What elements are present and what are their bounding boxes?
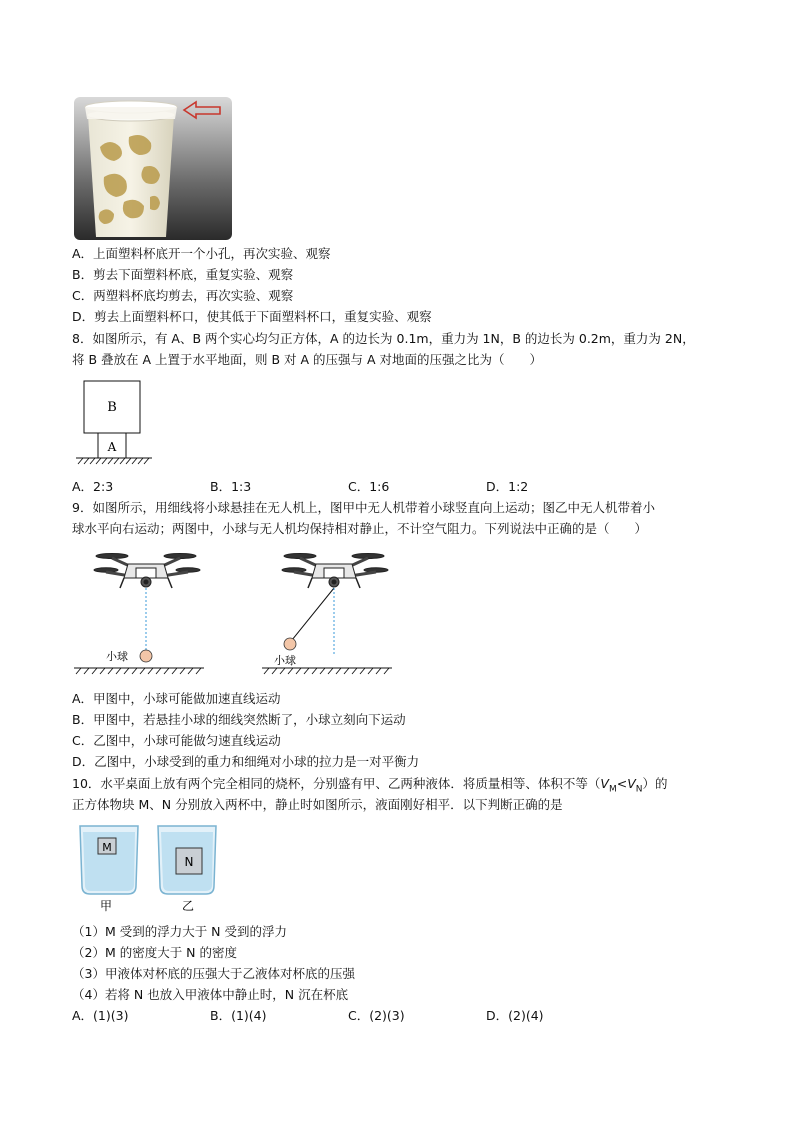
q7-option-b: B．剪去下面塑料杯底，重复实验、观察 — [72, 267, 294, 282]
q7-option-d: D．剪去上面塑料杯口，使其低于下面塑料杯口，重复实验、观察 — [72, 309, 432, 324]
q9-stem-line2: 球水平向右运动；两图中，小球与无人机均保持相对静止，不计空气阻力。下列说法中正确的是（ ） — [72, 521, 648, 536]
q8-option-b: B．1:3 — [210, 479, 252, 494]
q9-stem-line1: 9．如图所示，用细线将小球悬挂在无人机上，图甲中无人机带着小球竖直向上运动；图乙中无人机带着小 — [72, 500, 655, 515]
q10-stem-line1-part-b: ）的 — [642, 776, 668, 791]
q10-statement-1: （1）M 受到的浮力大于 N 受到的浮力 — [72, 924, 288, 939]
ball — [284, 638, 296, 650]
q10-option-c: C．(2)(3) — [348, 1008, 405, 1023]
q8-stem-line2: 将 B 叠放在 A 上置于水平地面，则 B 对 A 的压强与 A 对地面的压强之比为（ ） — [72, 352, 543, 367]
q10-sub-m: M — [608, 784, 617, 795]
block-n-label: N — [184, 855, 194, 869]
drone-icon — [94, 554, 200, 589]
ball-label-jia: 小球 — [106, 650, 128, 663]
beaker-yi — [158, 826, 216, 913]
q10-stem-line1 — [72, 775, 668, 799]
drone-icon — [282, 554, 388, 589]
string-slanted — [292, 588, 334, 640]
ball-label-yi: 小球 — [274, 654, 296, 667]
q10-stem-line2: 正方体物块 M、N 分别放入两杯中，静止时如图所示，液面刚好相平．以下判断正确的是 — [72, 797, 563, 812]
beaker-jia — [80, 826, 138, 913]
q9-figure-jia — [72, 546, 212, 678]
q10-sub-n: N — [635, 784, 643, 795]
cups-photo — [74, 97, 232, 240]
q10-var-v: V — [600, 776, 609, 791]
q10-option-b: B．(1)(4) — [210, 1008, 267, 1023]
q10-statement-3: （3）甲液体对杯底的压强大于乙液体对杯底的压强 — [72, 966, 355, 981]
q10-var-lt-v: <V — [616, 776, 636, 791]
q8-option-d: D．1:2 — [486, 479, 529, 494]
q8-blocks-figure — [74, 380, 154, 466]
beaker-jia-label: 甲 — [99, 899, 113, 913]
beaker-yi-label: 乙 — [181, 899, 195, 913]
q10-option-a: A．(1)(3) — [72, 1008, 129, 1023]
q10-statement-2: （2）M 的密度大于 N 的密度 — [72, 945, 238, 960]
block-m-label: M — [102, 841, 112, 854]
ball — [140, 650, 152, 662]
q9-option-d: D．乙图中，小球受到的重力和细绳对小球的拉力是一对平衡力 — [72, 754, 420, 769]
q7-option-a: A．上面塑料杯底开一个小孔，再次实验、观察 — [72, 246, 331, 261]
q10-stem-line1-part-a: 10．水平桌面上放有两个完全相同的烧杯，分别盛有甲、乙两种液体．将质量相等、体积不等（ — [72, 776, 601, 791]
q9-option-c: C．乙图中，小球可能做匀速直线运动 — [72, 733, 281, 748]
q10-beakers-figure — [76, 822, 226, 914]
q10-statement-4: （4）若将 N 也放入甲液体中静止时，N 沉在杯底 — [72, 987, 349, 1002]
block-b-label: B — [107, 400, 117, 415]
q8-stem-line1: 8．如图所示，有 A、B 两个实心均匀正方体，A 的边长为 0.1m，重力为 1N，B 的边长为 0.2m，重力为 2N， — [72, 331, 695, 346]
q10-option-d: D．(2)(4) — [486, 1008, 544, 1023]
q8-option-c: C．1:6 — [348, 479, 390, 494]
q8-option-a: A．2:3 — [72, 479, 114, 494]
q9-figure-yi — [260, 546, 400, 678]
block-a-label: A — [107, 440, 117, 454]
q9-option-a: A．甲图中，小球可能做加速直线运动 — [72, 691, 281, 706]
q9-option-b: B．甲图中，若悬挂小球的细线突然断了，小球立刻向下运动 — [72, 712, 406, 727]
q7-option-c: C．两塑料杯底均剪去，再次实验、观察 — [72, 288, 294, 303]
